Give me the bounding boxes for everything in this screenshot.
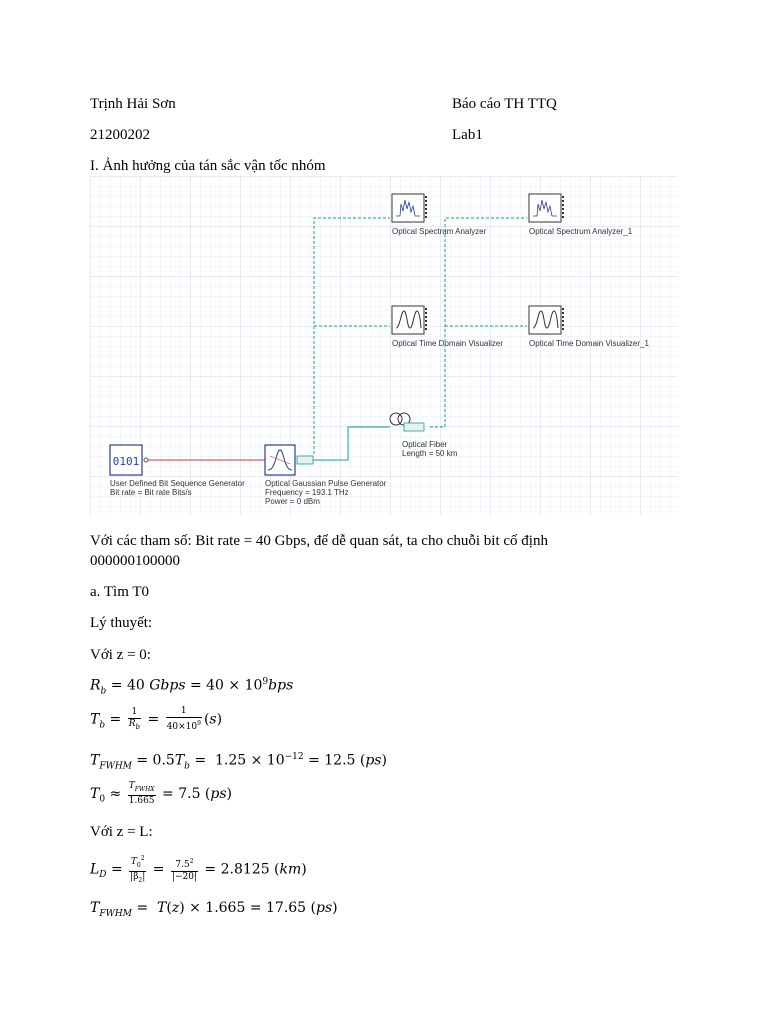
equation-tb: $T_b$ = $\frac{1}{R_b}$ = $\frac{1}{40\times 10^9}$ (s) (90, 706, 223, 732)
optisystem-layout-diagram (90, 176, 678, 516)
part-a-heading: a. Tìm T0 (90, 584, 150, 600)
osa-label: Optical Spectrum Analyzer (392, 227, 487, 236)
bit-sequence-generator[interactable] (110, 445, 148, 475)
equation-tfwhm: $T_{FWHM} = 0.5T_b = 1.25 \times 10^{-12} = 12.5$ (ps) (90, 752, 387, 772)
optical-spectrum-analyzer-1[interactable] (529, 194, 563, 222)
bit-gen-param: Bit rate = Bit rate Bits/s (110, 488, 192, 497)
optical-spectrum-analyzer[interactable] (392, 194, 426, 222)
osa-1-label: Optical Spectrum Analyzer_1 (529, 227, 633, 236)
pulse-gen-frequency: Frequency = 193.1 THz (265, 488, 349, 497)
section-title: I. Ảnh hưởng của tán sắc vận tốc nhóm (90, 158, 326, 174)
zl-label: Với z = L: (90, 824, 153, 840)
student-id: 21200202 (90, 127, 150, 143)
bit-sequence-display: 0101 (112, 455, 140, 468)
theory-label: Lý thuyết: (90, 615, 153, 631)
optical-time-domain-visualizer[interactable] (392, 306, 426, 334)
fiber-length: Length = 50 km (402, 449, 458, 458)
z0-label: Với z = 0: (90, 647, 151, 663)
equation-rb: $R_b = 40$ Gbps = $40 \times 10^9bps$ (90, 677, 294, 697)
optical-time-domain-visualizer-1[interactable] (529, 306, 563, 334)
equation-ld: $L_D$ = $\frac{T_0^2}{|\beta_2|}$ = $\frac{7.5^2}{|-20|}$ = 2.8125 (km) (90, 855, 307, 884)
pulse-gen-label: Optical Gaussian Pulse Generator (265, 479, 387, 488)
otdv-label: Optical Time Domain Visualizer (392, 339, 504, 348)
equation-t0: $T_0$ ≈ $\frac{T_{FWHX}}{1.665}$ = 7.5 (ps) (90, 781, 233, 806)
equation-tfwhm-z: $T_{FWHM} = T(z) \times 1.665 = 17.65$ (ps) (90, 900, 338, 919)
lab-label: Lab1 (452, 127, 483, 143)
pulse-gen-power: Power = 0 dBm (265, 497, 320, 506)
report-title: Báo cáo TH TTQ (452, 96, 557, 112)
params-line-1: Với các tham số: Bit rate = 40 Gbps, để dễ quan sát, ta cho chuỗi bit cố định (90, 533, 548, 549)
otdv-1-label: Optical Time Domain Visualizer_1 (529, 339, 649, 348)
bit-gen-label: User Defined Bit Sequence Generator (110, 479, 245, 488)
fiber-label: Optical Fiber (402, 440, 448, 449)
params-line-2: 000000100000 (90, 553, 180, 569)
author-name: Trịnh Hải Sơn (90, 96, 176, 112)
